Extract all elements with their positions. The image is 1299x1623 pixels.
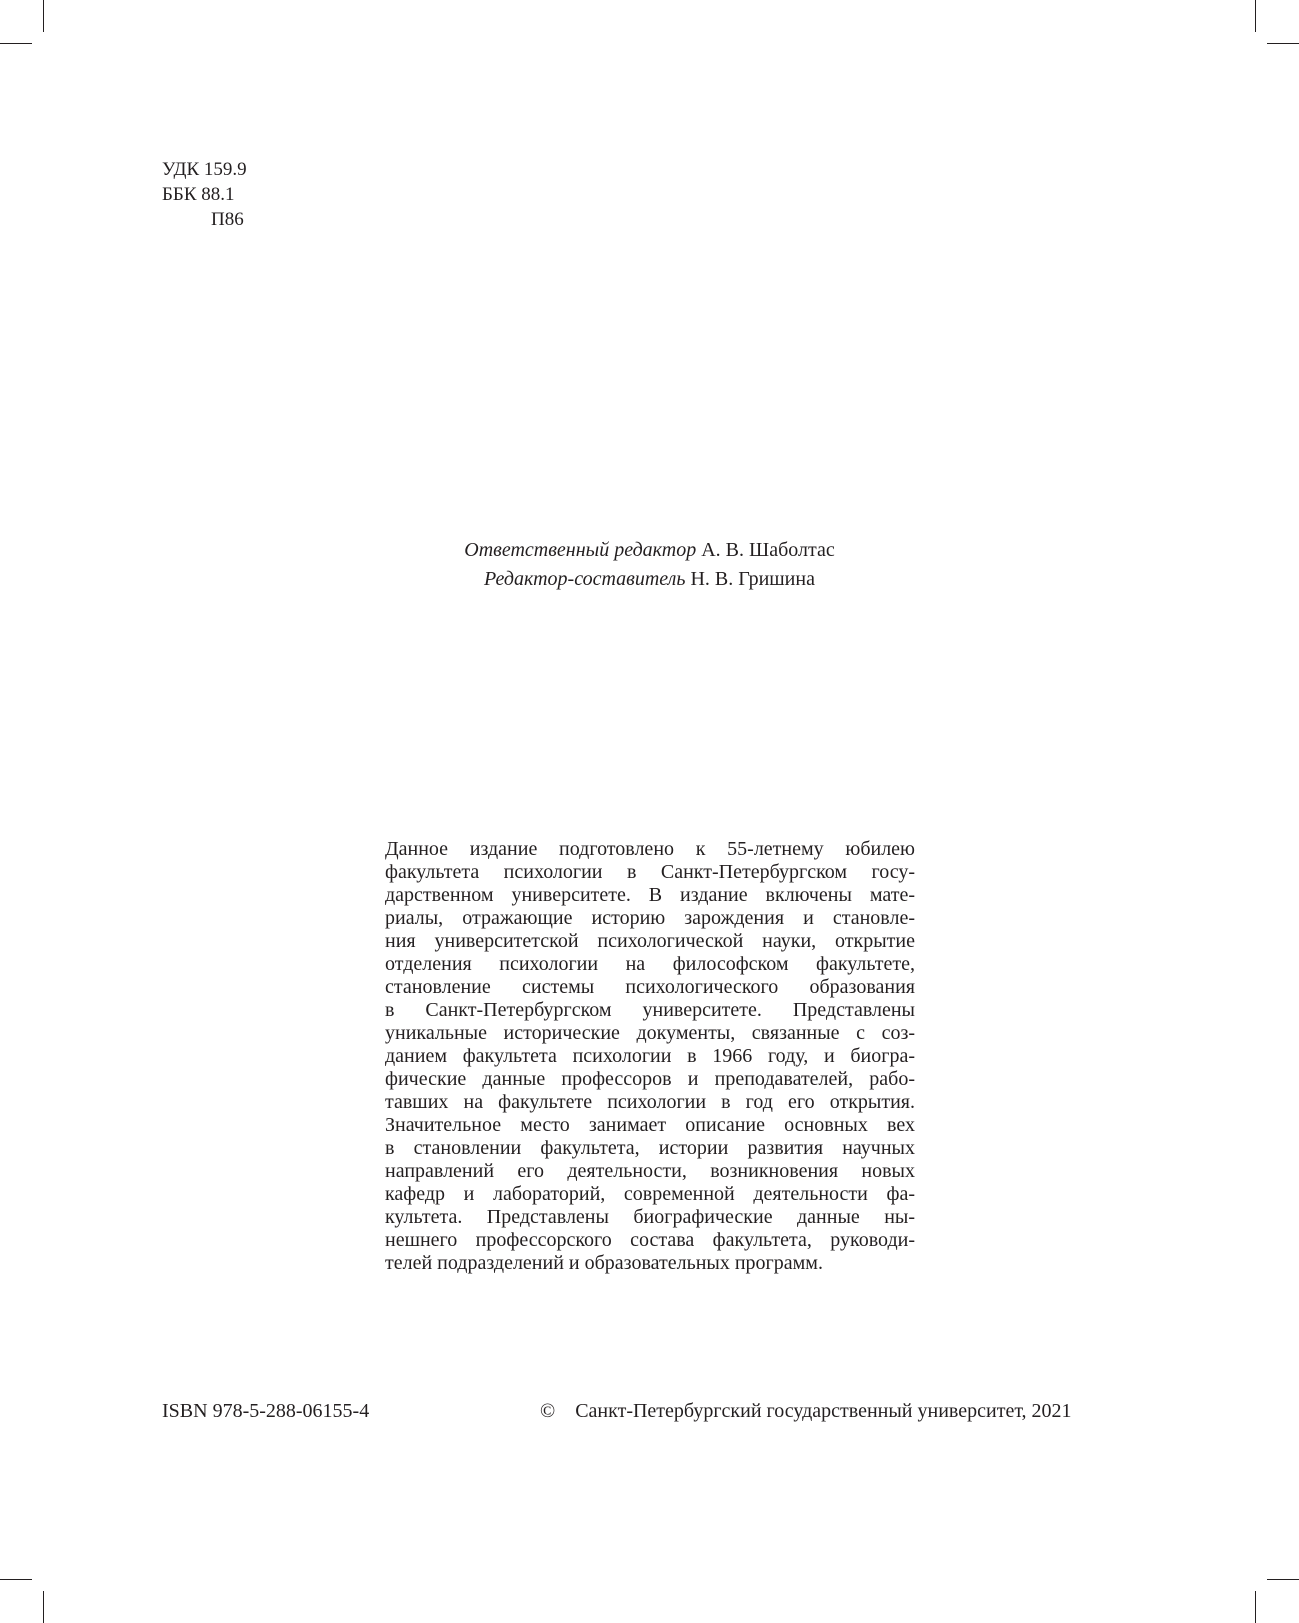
author-mark: П86 [211, 209, 244, 230]
annotation-line: риалы, отражающие историю зарождения и становле- [385, 907, 915, 929]
crop-mark-bottom-left-vertical [43, 1591, 44, 1623]
chief-editor-line [0, 536, 1299, 565]
annotation-line: Значительное место занимает описание основных вех [385, 1114, 915, 1136]
crop-mark-bottom-right-horizontal [1267, 1579, 1299, 1580]
crop-mark-top-left-horizontal [0, 43, 32, 44]
editors-block [0, 536, 1299, 594]
annotation-line: фические данные профессоров и преподавателей, рабо- [385, 1068, 915, 1090]
crop-mark-top-right-horizontal [1267, 43, 1299, 44]
annotation-line: кафедр и лабораторий, современной деятельности фа- [385, 1183, 915, 1205]
annotation-line: Данное издание подготовлено к 55-летнему юбилею [385, 838, 915, 860]
annotation-line: данием факультета психологии в 1966 году, и биогра- [385, 1045, 915, 1067]
annotation-line: в Санкт-Петербургском университете. Представлены [385, 999, 915, 1021]
annotation-line: факультета психологии в Санкт-Петербургском госу- [385, 861, 915, 883]
copyright-notice [540, 1400, 1072, 1423]
bbk-code: ББК 88.1 [162, 184, 235, 205]
annotation-line: становление системы психологического образования [385, 976, 915, 998]
crop-mark-top-left-vertical [43, 0, 44, 32]
annotation-line: тавших на факультете психологии в год его открытия. [385, 1091, 915, 1113]
compiler-role: Редактор-составитель [484, 568, 686, 590]
crop-mark-bottom-left-horizontal [0, 1579, 32, 1580]
crop-mark-bottom-right-vertical [1255, 1591, 1256, 1623]
udk-code: УДК 159.9 [162, 159, 247, 180]
annotation-line: нешнего профессорского состава факультета, руководи- [385, 1229, 915, 1251]
isbn: ISBN 978-5-288-06155-4 [162, 1400, 370, 1422]
chief-editor-name: А. В. Шаболтас [701, 539, 835, 561]
annotation-line: телей подразделений и образовательных программ. [385, 1252, 823, 1274]
annotation-line: дарственном университете. В издание включены мате- [385, 884, 915, 906]
annotation-line: в становлении факультета, истории развития научных [385, 1137, 915, 1159]
annotation-line: направлений его деятельности, возникновения новых [385, 1160, 915, 1182]
classification-codes [162, 157, 247, 232]
compiler-line [0, 565, 1299, 594]
compiler-name: Н. В. Гришина [690, 568, 815, 590]
annotation-line: ния университетской психологической науки, открытие [385, 930, 915, 952]
chief-editor-role: Ответственный редактор [464, 539, 697, 561]
annotation-line: уникальные исторические документы, связанные с соз- [385, 1022, 915, 1044]
copyright-text: Санкт-Петербургский государственный университет, 2021 [575, 1400, 1072, 1422]
annotation-line: культета. Представлены биографические данные ны- [385, 1206, 915, 1228]
annotation-line: отделения психологии на философском факультете, [385, 953, 915, 975]
annotation-paragraph [385, 838, 915, 1275]
copyright-sign: © [540, 1400, 556, 1422]
crop-mark-top-right-vertical [1255, 0, 1256, 32]
